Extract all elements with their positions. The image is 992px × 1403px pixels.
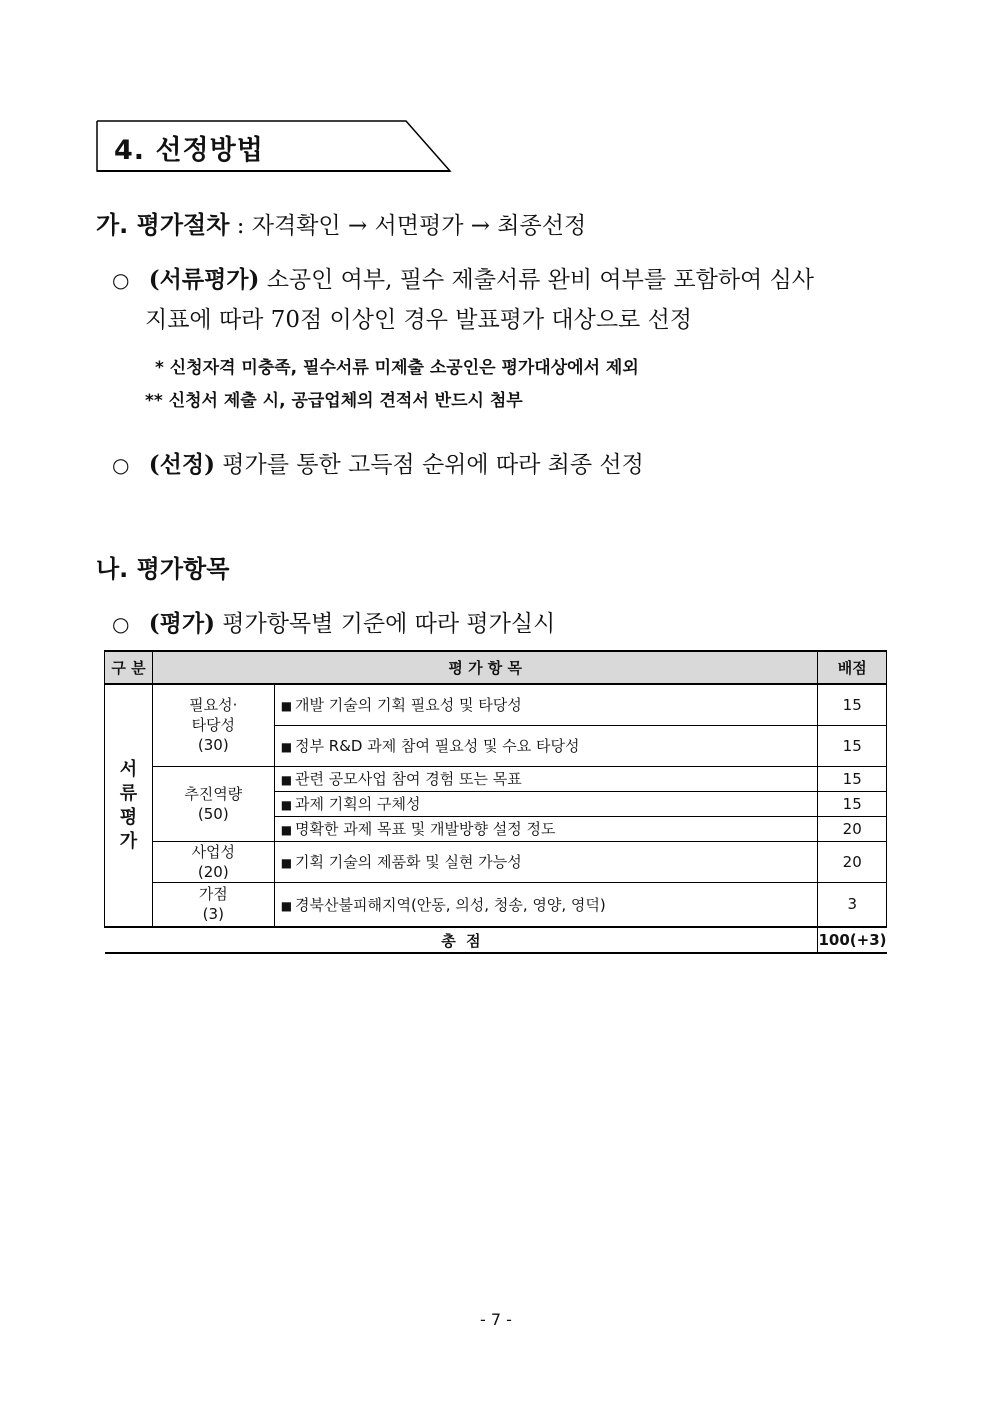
- score-cell: 15: [818, 791, 887, 816]
- group-name-line: 필요성·: [189, 696, 238, 715]
- part-a-heading: [96, 205, 586, 240]
- square-bullet-icon: ■: [280, 699, 293, 714]
- item-cell: [274, 725, 818, 766]
- evaluation-table: [104, 650, 887, 954]
- score-cell: 20: [818, 816, 887, 841]
- square-bullet-icon: ■: [280, 856, 293, 870]
- part-a-label: 가. 평가절차: [96, 211, 230, 239]
- item-text: 경북산불피해지역(안동, 의성, 청송, 영양, 영덕): [295, 895, 606, 914]
- score-cell: 15: [818, 766, 887, 791]
- table-row: [105, 882, 887, 927]
- bullet-tag: (서류평가): [148, 266, 260, 293]
- item-text: 관련 공모사업 참여 경험 또는 목표: [295, 770, 522, 788]
- group-name: [152, 841, 274, 882]
- square-bullet-icon: ■: [280, 798, 293, 812]
- bullet-circle-icon: ○: [112, 453, 130, 477]
- header-score: 배점: [818, 651, 887, 684]
- bullet-circle-icon: ○: [112, 612, 130, 636]
- part-a-procedure: : 자격확인 → 서면평가 → 최종선정: [229, 213, 587, 239]
- item-cell: [274, 882, 818, 927]
- group-name-line: 타당성: [191, 716, 236, 735]
- group-name: [152, 882, 274, 927]
- item-cell: [274, 791, 818, 816]
- group-name: [152, 684, 274, 766]
- group-name-line: 사업성: [191, 842, 236, 861]
- group-name-line: 추진역량: [184, 784, 243, 803]
- item-text: 기획 기술의 제품화 및 실현 가능성: [295, 853, 522, 871]
- bullet-selection: [112, 446, 644, 479]
- bullet-text: 평가를 통한 고득점 순위에 따라 최종 선정: [214, 452, 644, 478]
- part-b-label: 나. 평가항목: [96, 555, 230, 583]
- section-title: 4. 선정방법: [114, 135, 264, 166]
- category-label: 서 류 평 가: [119, 758, 138, 852]
- group-name-line: (50): [197, 804, 229, 823]
- table-header-row: [105, 651, 887, 684]
- score-cell: 3: [818, 882, 887, 927]
- total-score: 100(+3): [818, 927, 887, 953]
- note-1: * 신청자격 미충족, 필수서류 미제출 소공인은 평가대상에서 제외: [155, 358, 639, 378]
- item-text: 개발 기술의 기획 필요성 및 타당성: [295, 696, 522, 715]
- square-bullet-icon: ■: [280, 773, 293, 787]
- table-row: [105, 684, 887, 725]
- item-cell: [274, 841, 818, 882]
- header-items: 평 가 항 목: [152, 651, 818, 684]
- score-cell: 20: [818, 841, 887, 882]
- bullet-document-review-cont: 지표에 따라 70점 이상인 경우 발표평가 대상으로 선정: [145, 307, 693, 333]
- bullet-document-review: [112, 261, 814, 294]
- square-bullet-icon: ■: [280, 823, 293, 837]
- group-name-line: (30): [197, 736, 229, 755]
- bullet-text: 평가항목별 기준에 따라 평가실시: [214, 611, 556, 637]
- group-name-line: (20): [197, 862, 229, 881]
- item-cell: [274, 684, 818, 725]
- square-bullet-icon: ■: [280, 898, 293, 913]
- note-2: ** 신청서 제출 시, 공급업체의 견적서 반드시 첨부: [145, 391, 523, 411]
- group-name-line: (3): [202, 905, 224, 924]
- total-row: [105, 927, 887, 953]
- section-heading-box: [96, 120, 452, 172]
- item-text: 명확한 과제 목표 및 개발방향 설정 정도: [295, 820, 556, 838]
- bullet-text: 소공인 여부, 필수 제출서류 완비 여부를 포함하여 심사: [259, 267, 815, 293]
- group-name: [152, 766, 274, 841]
- score-cell: 15: [818, 725, 887, 766]
- item-cell: [274, 816, 818, 841]
- category-cell: [105, 684, 153, 927]
- table-row: [105, 766, 887, 791]
- bullet-tag: (선정): [148, 451, 215, 478]
- score-cell: 15: [818, 684, 887, 725]
- item-text: 과제 기획의 구체성: [295, 795, 421, 813]
- square-bullet-icon: ■: [280, 740, 293, 754]
- bullet-circle-icon: ○: [112, 268, 130, 292]
- group-name-line: 가점: [198, 885, 228, 904]
- table-row: [105, 841, 887, 882]
- item-text: 정부 R&D 과제 참여 필요성 및 수요 타당성: [295, 737, 580, 755]
- bullet-evaluation: [112, 605, 555, 638]
- page-number: - 7 -: [480, 1310, 512, 1329]
- header-category: 구 분: [105, 651, 153, 684]
- bullet-tag: (평가): [148, 610, 215, 637]
- item-cell: [274, 766, 818, 791]
- total-label: 총 점: [105, 927, 818, 953]
